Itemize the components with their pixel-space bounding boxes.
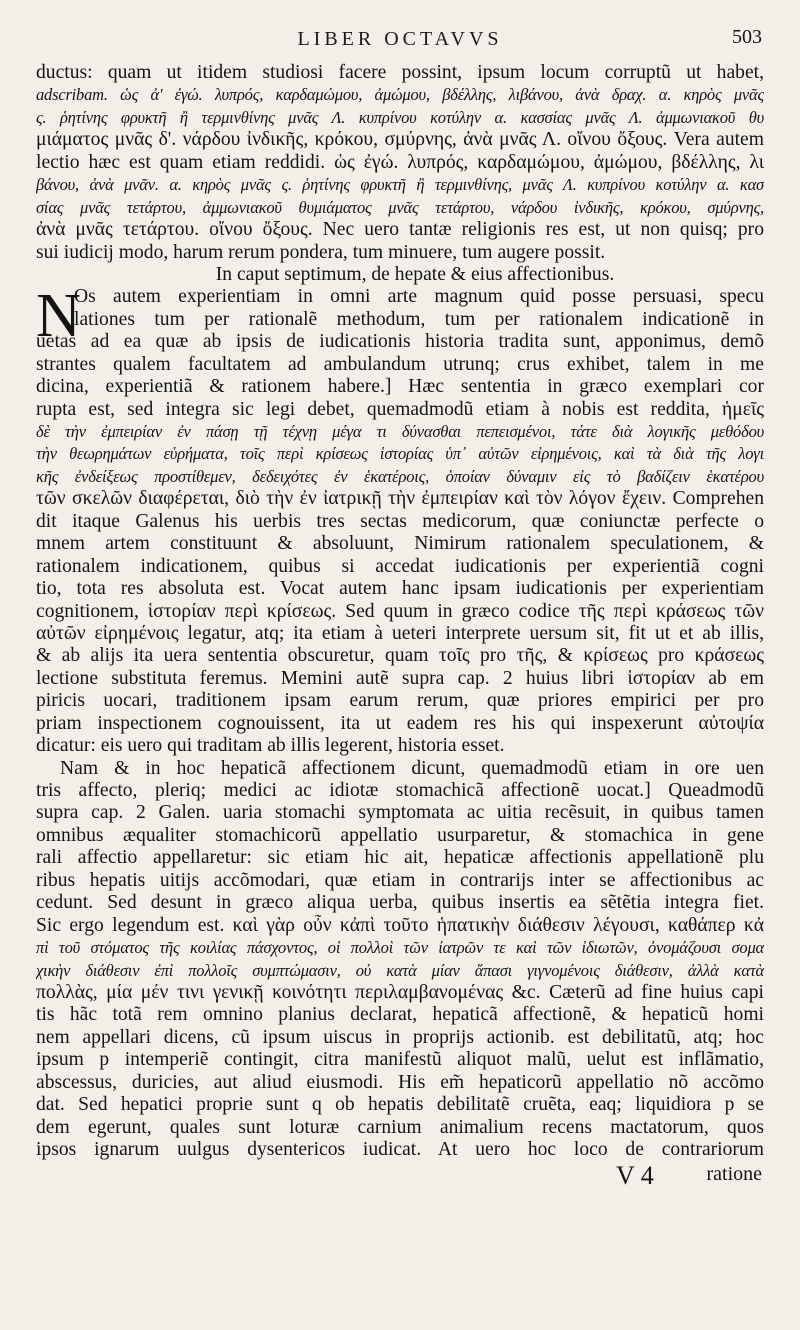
drop-cap-initial: N <box>36 282 81 351</box>
page-footer <box>36 1161 764 1191</box>
text-line: τῶν σκελῶν διαφέρεται, διὸ τὴν ἐν ἰατρικῇ τὴν ἐμπειρίαν καὶ τὸν λόγον ἔχειν. Comprehen <box>36 488 764 510</box>
text-line: omnibus æqualiter stomachicorũ appellatio usurparetur, & stomachica in gene <box>36 824 764 846</box>
text-line: Nam & in hoc hepaticã affectionem dicunt, quemadmodũ etiam in ore uen <box>60 757 764 779</box>
text-line: tris affecto, pleriq; medici ac idiotæ stomachicã affectionẽ uocat.] Queadmodũ <box>36 780 764 801</box>
text-line: dem egerunt, quales sunt loturæ carnium animalium recens mactatorum, quos <box>36 1116 764 1138</box>
text-line: Sic ergo legendum est. καὶ γὰρ οὖν κἀπὶ τοῦτο ἡπατικὴν διάθεσιν λέγουσι, καθάπερ κἀ <box>36 914 764 936</box>
text-line: ἀνὰ μνᾶς τετάρτου. οἴνου ὄξους. Nec uero tantæ religionis res est, ut non quisq; pro <box>36 219 764 241</box>
text-line: πολλὰς, μία μέν τινι γενικῇ κοινότητι περιλαμβανομένας &c. Cæterũ ad fine huius capi <box>36 981 764 1003</box>
running-head <box>36 26 764 62</box>
text-line: nem appellari dicens, cũ ipsum uiscus in proprijs actionib. est debilitatũ, atq; hoc <box>36 1026 764 1048</box>
running-title: LIBER OCTAVVS <box>297 28 503 50</box>
text-line: dit itaque Galenus his uerbis tres sectas medicorum, quæ coniunctæ perfecte o <box>36 510 764 532</box>
text-line: ipsos ignarum uulgus dysentericos iudicat. At uero hoc loco de contrariorum <box>36 1139 764 1160</box>
text-line: Os autem experientiam in omni arte magnum quid posse persuasi, specu <box>74 286 764 308</box>
text-line: tis hãc totã rem omnino planius declarat, hepaticã affectionẽ, & hepaticũ homi <box>36 1004 764 1026</box>
text-line: dat. Sed hepatici proprie sunt q ob hepatis debilitatẽ cruẽta, eaq; liquidiora p se <box>36 1094 764 1116</box>
text-line: dicatur: eis uero qui traditam ab illis legerent, historia esset. <box>36 735 505 757</box>
text-line: uetas ad ea quæ ab ipsis de iudicationis historia tradita sunt, apponimus, demõ <box>36 331 764 353</box>
text-line: & ab alijs ita uera sententia obscuretur, quam τοῖς pro τῆς, & κρίσεως pro κράσεως <box>36 645 764 667</box>
text-line: lectione substituta feremus. Memini autẽ supra cap. 2 huius libri ἱστορίαν ab em <box>36 667 764 689</box>
text-line: πὶ τοῦ στόματος τῆς κοιλίας πάσχοντος, οἱ πολλοὶ τῶν ἰατρῶν τε καὶ τῶν ἰδιωτῶν, ὀνομάζουσι σομα <box>36 938 764 958</box>
text-line: rali affectio appellaretur: sic etiam hic ait, hepaticæ affectionis appellationẽ plu <box>36 847 764 869</box>
text-line: αὐτῶν εἰρημένοις legatur, atq; ita etiam à ueteri interprete uersum sit, fit ut et ab illis, <box>36 622 764 644</box>
catchword: ratione <box>706 1163 762 1186</box>
text-line: adscribam. ὡς ἀ' ἐγώ. λυπρός, καρδαμώμου, ἀμώμου, βδέλλης, λιβάνου, ἀνὰ δραχ. α. κηρὸς μνᾶς <box>36 85 764 105</box>
text-line: ribus hepatis uitijs accõmodari, quæ etiam in contrarijs inter se affectionibus ac <box>36 869 764 891</box>
page-number: 503 <box>732 26 762 48</box>
text-line: abscessus, duricies, aut aliud eiusmodi. His em̃ hepaticorũ appellatio nõ accõmo <box>36 1071 764 1093</box>
paragraph-with-initial <box>36 282 764 757</box>
paragraph-hepatic <box>36 758 764 1162</box>
text-line: piricis uocari, traditionem ipsam earum rerum, quæ priores empirici per pro <box>36 690 764 712</box>
paragraph-opening <box>36 62 764 264</box>
text-line: tio, tota res absoluta est. Vocat autem hanc ipsam iudicationis per experientiam <box>36 578 764 600</box>
text-line: ipsum p intemperiẽ contingit, citra manifestũ aliquot malũ, uelut est inflãmatio, <box>36 1049 764 1071</box>
text-line: priam inspectionem cognouissent, ita ut eadem res his qui inspexerunt αὐτοψία <box>36 712 764 734</box>
text-line: cognitionem, ἱστορίαν περὶ κρίσεως. Sed quum in græco codice τῆς περὶ κράσεως τῶν <box>36 600 764 622</box>
text-line: cedunt. Sed desunt in græco aliqua uerba, quibus insertis ea sẽtẽtia integra fiet. <box>36 892 764 914</box>
text-line: ς. ῥητίνης φρυκτῆ ἢ τερμινθίνης μνᾶς Λ. κυπρίνου κοτύλην α. κασσίας μνᾶς Λ. ἀμμωνιακοῦ θυ <box>36 107 764 127</box>
text-line: lectio hæc est quam etiam reddidi. ὡς ἐγώ. λυπρός, καρδαμώμου, ἀμώμου, βδέλλης, λι <box>36 151 764 173</box>
text-line: κῆς ἐνδείξεως προστίθεμεν, δεδειχότες ἐν ἑκατέροις, ὁποίαν δύναμιν εἰς τὸ βαδίζειν ἑκατέρου <box>36 466 764 486</box>
text-line: σίας μνᾶς τετάρτου, ἀμμωνιακοῦ θυμιάματος μνᾶς τετάρτου, νάρδου ἰνδικῆς, κρόκου, σμύρνης, <box>36 197 764 217</box>
text-line: mnem artem constituunt & absoluunt, Nimirum rationalem speculationem, & <box>36 533 764 555</box>
text-line: βάνου, ἀνὰ μνᾶν. α. κηρὸς μνᾶς ς. ῥητίνης φρυκτῆ ἢ τερμινθίνης, μνᾶς Λ. κυπρίνου κοτύλην α. κασ <box>36 175 764 195</box>
text-line: μιάματος μνᾶς δ'. νάρδου ἰνδικῆς, κρόκου, σμύρνης, ἀνὰ μνᾶς Λ. οἴνου ὄξους. Vera autem <box>36 129 764 151</box>
text-line: lationes tum per rationalẽ methodum, tum per rationalem indicationẽ in <box>74 308 764 330</box>
body-text <box>36 62 764 1161</box>
section-heading: In caput septimum, de hepate & eius affectionibus. <box>215 263 615 285</box>
text-line: strantes qualem facultatem ad ambulandum utrunq; crus exhibet, talem in me <box>36 353 764 375</box>
text-line: rationalem indicationem, quibus si accedat iudicationis per experientiã cogni <box>36 555 764 577</box>
text-line: sui iudicij modo, harum rerum pondera, tum minuere, tum augere possit. <box>36 241 606 263</box>
text-line: τὴν θεωρημάτων εὑρήματα, τοῖς περὶ κρίσεως ἱστορίας ὑπ᾽ αὐτῶν εἰρημένοις, καὶ τὰ διὰ τῆς λογι <box>36 444 764 464</box>
signature-mark: V 4 <box>616 1161 654 1191</box>
text-line: supra cap. 2 Galen. uaria stomachi symptomata ac uitia recẽsuit, in quibus tamen <box>36 802 764 824</box>
text-line: rupta est, sed integra sic legi debet, quemadmodũ etiam à nobis est reddita, ἡμεῖς <box>36 398 764 420</box>
text-line: ductus: quam ut itidem studiosi facere possint, ipsum locum corruptũ ut habet, <box>36 62 764 83</box>
text-line: dicina, experientiã & rationem habere.] Hæc sententia in græco exemplari cor <box>36 376 764 398</box>
text-line: δὲ τὴν ἐμπειρίαν ἐν πάσῃ τῇ τέχνῃ μέγα τι δύνασθαι πεπεισμένοι, τάτε διὰ λογικῆς μεθόδου <box>36 422 764 441</box>
text-line: χικὴν διάθεσιν ἐπὶ πολλοῖς συμπτώμασιν, οὐ κατὰ μίαν ἅπασι γιγνομένοις διάθεσιν, ἀλλὰ κατὰ <box>36 960 764 980</box>
